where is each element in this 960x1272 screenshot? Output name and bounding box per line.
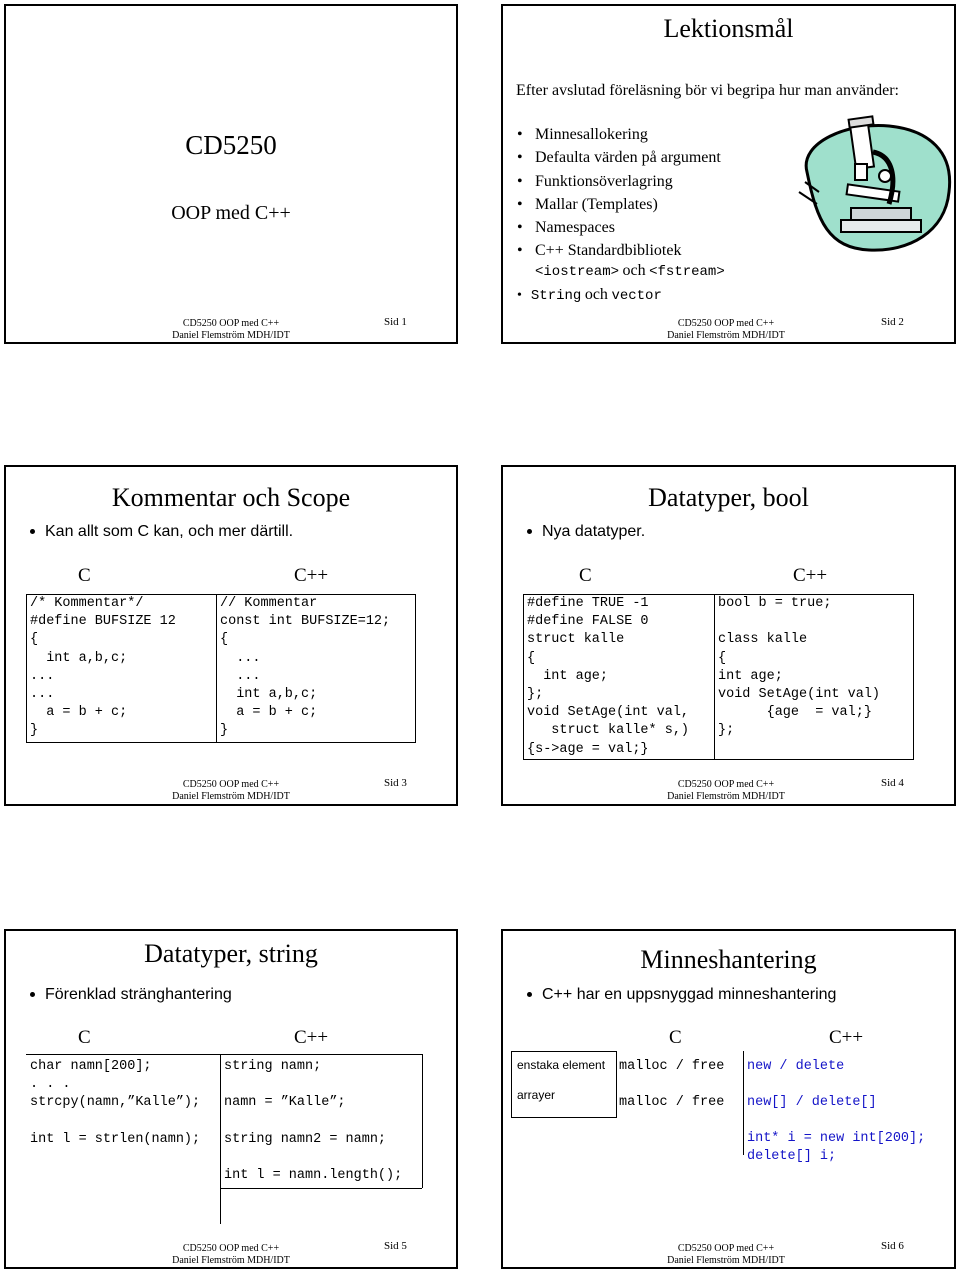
footer-author: Daniel Flemström MDH/IDT	[172, 791, 290, 802]
slide-title: Minneshantering	[640, 945, 817, 974]
column-header-cpp: C++	[294, 565, 329, 586]
slide-footer	[156, 1243, 306, 1267]
bullet-icon	[527, 992, 532, 997]
slide-number: Sid 2	[881, 316, 904, 328]
c-code-block: #define TRUE -1 #define FALSE 0 struct kalle { int age; }; void SetAge(int val, struct kalle* s,) {s->age = val;}	[527, 596, 690, 757]
header-files-line: <iostream> och <fstream>	[535, 262, 725, 280]
topic-list	[517, 123, 721, 263]
slide-title: CD5250	[185, 130, 277, 160]
slide-title: Kommentar och Scope	[111, 483, 351, 512]
row-label-single: enstaka element	[517, 1058, 606, 1072]
slide-3	[4, 465, 458, 806]
slide-bullet: Kan allt som C kan, och mer därtill.	[30, 523, 293, 541]
table-top-border	[511, 1051, 617, 1052]
footer-course: CD5250 OOP med C++	[182, 779, 280, 790]
column-header-c: C	[669, 1027, 682, 1048]
table-left-border	[511, 1051, 512, 1117]
table-mid-border	[220, 1188, 422, 1189]
list-item: • Defaulta värden på argument	[517, 146, 721, 169]
footer-course: CD5250 OOP med C++	[182, 1243, 280, 1254]
cpp-code-block: int* i = new int[200]; delete[] i;	[747, 1131, 926, 1165]
footer-course: CD5250 OOP med C++	[182, 318, 280, 329]
cpp-code-block: bool b = true; class kalle { int age; void SetAge(int val) {age = val;} };	[718, 596, 881, 739]
slide-subtitle: OOP med C++	[171, 202, 291, 224]
slide-1	[4, 4, 458, 344]
table-bottom-border	[511, 1117, 617, 1118]
column-header-c: C	[579, 565, 592, 586]
list-item: • Funktionsöverlagring	[517, 170, 721, 193]
footer-course: CD5250 OOP med C++	[677, 318, 775, 329]
slide-footer	[156, 779, 306, 803]
cpp-array-alloc: new[] / delete[]	[747, 1095, 877, 1110]
list-item: • Namespaces	[517, 216, 721, 239]
footer-author: Daniel Flemström MDH/IDT	[667, 1255, 785, 1266]
c-code-block: /* Kommentar*/ #define BUFSIZE 12 { int a,b,c; ... ... a = b + c; }	[30, 596, 176, 739]
slide-number: Sid 1	[384, 316, 407, 328]
footer-author: Daniel Flemström MDH/IDT	[172, 330, 290, 341]
bullet-icon	[527, 529, 532, 534]
slide-title: Datatyper, bool	[648, 483, 809, 512]
slide-bullet: C++ har en uppsnyggad minneshantering	[527, 986, 836, 1004]
column-header-cpp: C++	[829, 1027, 864, 1048]
slide-number: Sid 6	[881, 1240, 904, 1252]
table-label-divider	[616, 1051, 617, 1117]
cpp-code-block: // Kommentar const int BUFSIZE=12; { ... ... int a,b,c; a = b + c; }	[220, 596, 391, 739]
cpp-single-alloc: new / delete	[747, 1059, 845, 1074]
table-top-border	[26, 1054, 422, 1055]
slide-2	[501, 4, 956, 344]
footer-author: Daniel Flemström MDH/IDT	[667, 330, 785, 341]
column-header-cpp: C++	[793, 565, 828, 586]
slide-bullet: Förenklad stränghantering	[30, 986, 232, 1004]
table-divider	[220, 1054, 221, 1224]
c-single-alloc: malloc / free	[619, 1059, 725, 1074]
slide-footer	[651, 779, 801, 803]
footer-course: CD5250 OOP med C++	[677, 1243, 775, 1254]
slide-4	[501, 465, 956, 806]
slide-title: Datatyper, string	[144, 939, 318, 968]
slide-number: Sid 3	[384, 777, 407, 789]
slide-footer	[651, 318, 801, 342]
footer-author: Daniel Flemström MDH/IDT	[667, 791, 785, 802]
list-item: • Mallar (Templates)	[517, 193, 721, 216]
c-array-alloc: malloc / free	[619, 1095, 725, 1110]
string-vector-line: • String och vector	[517, 286, 662, 304]
c-code-block: char namn[200]; . . . strcpy(namn,”Kalle”); int l = strlen(namn);	[30, 1059, 201, 1147]
table-divider	[216, 594, 217, 743]
column-header-c: C	[78, 565, 91, 586]
column-header-c: C	[78, 1027, 91, 1048]
table-divider	[714, 594, 715, 760]
table-divider	[743, 1051, 744, 1155]
slide-intro: Efter avslutad föreläsning bör vi begripa hur man använder:	[516, 82, 899, 99]
slide-title: Lektionsmål	[663, 14, 794, 43]
slide-footer	[651, 1243, 801, 1267]
list-item: • Minnesallokering	[517, 123, 721, 146]
column-header-cpp: C++	[294, 1027, 329, 1048]
slide-6	[501, 929, 956, 1269]
cpp-code-block: string namn; namn = ”Kalle”; string namn2 = namn; int l = namn.length();	[224, 1059, 403, 1184]
microscope-icon	[789, 112, 955, 258]
bullet-icon	[30, 529, 35, 534]
slide-number: Sid 4	[881, 777, 904, 789]
footer-author: Daniel Flemström MDH/IDT	[172, 1255, 290, 1266]
table-right-border	[422, 1054, 423, 1188]
row-label-array: arrayer	[517, 1088, 556, 1102]
bullet-icon	[30, 992, 35, 997]
list-item: • C++ Standardbibliotek	[517, 239, 721, 262]
slide-number: Sid 5	[384, 1240, 407, 1252]
slide-bullet: Nya datatyper.	[527, 523, 645, 541]
footer-course: CD5250 OOP med C++	[677, 779, 775, 790]
slide-5	[4, 929, 458, 1269]
slide-footer	[156, 318, 306, 342]
